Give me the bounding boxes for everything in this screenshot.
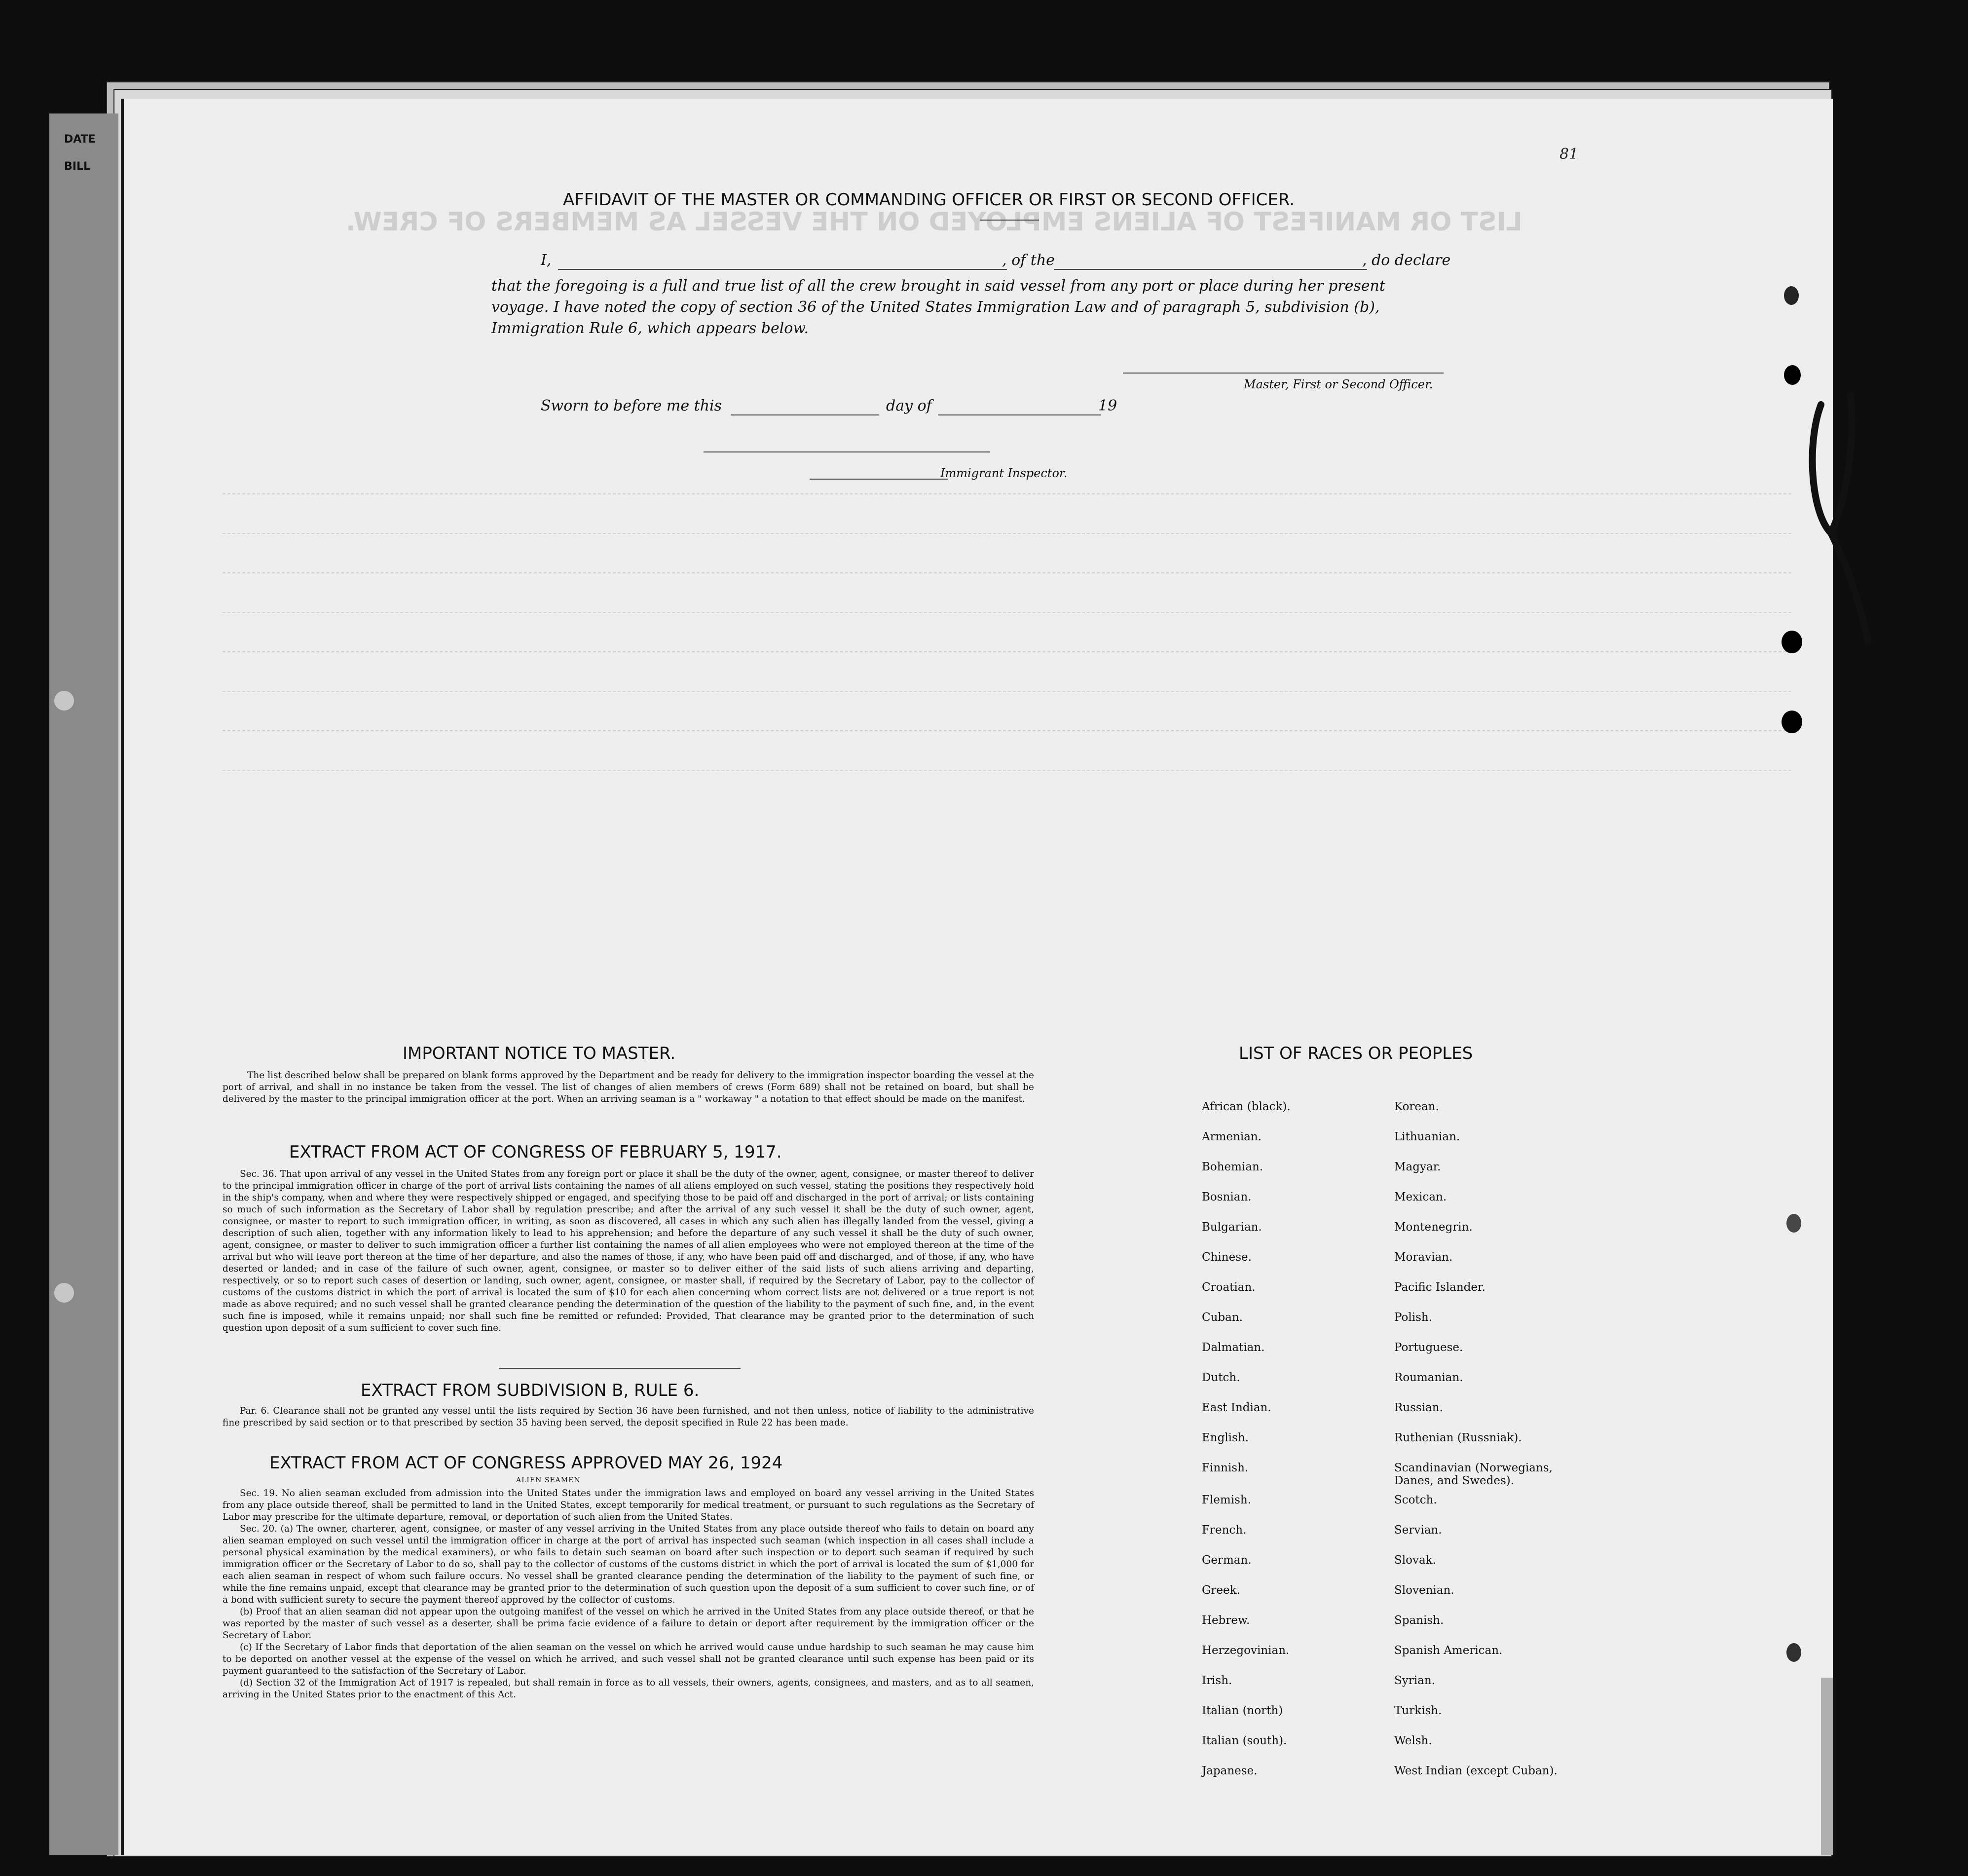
extract-1924-body bbox=[223, 1488, 1034, 1701]
race-item: Finnish. bbox=[1202, 1462, 1249, 1474]
race-item: Croatian. bbox=[1202, 1281, 1256, 1294]
race-item: English. bbox=[1202, 1431, 1249, 1444]
race-item: Flemish. bbox=[1202, 1494, 1252, 1506]
race-item: Bohemian. bbox=[1202, 1161, 1263, 1173]
notice-body: The list described below shall be prepared on blank forms approved by the Department and be ready for delivery to the immigration inspector boarding the vessel at the port of arrival, and shall in no instance be taken from the vessel. The list of changes of alien members of crews (Form 689) shall not be retained on board, but shall be delivered by the master to the principal immigration officer at the port. When an arriving seaman is a " workaway " a notation to that effect should be made on the manifest. bbox=[223, 1070, 1034, 1104]
punch-hole bbox=[1786, 1643, 1801, 1662]
sec19-text: Sec. 19. No alien seaman excluded from admission into the United States under the immigration laws and employed on board any vessel arriving in the United States from any place outside thereof, shall be permitted to land in the United States, except temporarily for medical treatment, or pursuant to such regulations as the Secretary of Labor may prescribe for the ultimate departure, removal, or deportation of such alien from the United States. bbox=[223, 1488, 1034, 1522]
name-blank bbox=[558, 269, 1007, 270]
affidavit-title-rule bbox=[980, 220, 1039, 221]
race-item: Chinese. bbox=[1202, 1251, 1252, 1264]
vessel-blank bbox=[1054, 269, 1367, 270]
race-item: Slovak. bbox=[1394, 1554, 1436, 1567]
extract-rule6-body: Par. 6. Clearance shall not be granted any vessel until the lists required by Section 36 have been furnished, and not then unless, notice of liability to the administrative fine prescribed by said section or to that prescribed by section 35 having been served, the deposit specified in Rule 22 has been made. bbox=[223, 1406, 1034, 1428]
race-item: Greek. bbox=[1202, 1584, 1240, 1597]
race-item: Bosnian. bbox=[1202, 1191, 1252, 1203]
margin-bill-label: BILL bbox=[64, 160, 90, 173]
race-item: Polish. bbox=[1394, 1311, 1433, 1324]
race-item: Lithuanian. bbox=[1394, 1130, 1460, 1143]
sec20b-text: (b) Proof that an alien seaman did not appear upon the outgoing manifest of the vessel on which he arrived in the United States from any place outside thereof, or that he was reported by the master of such vessel as a deserter, shall be prima facie evidence of a failure to detain or deport after requirement by the immigration officer or the Secretary of Labor. bbox=[223, 1607, 1034, 1641]
master-label: Master, First or Second Officer. bbox=[1244, 377, 1433, 391]
race-item: Spanish. bbox=[1394, 1614, 1444, 1627]
affidavit-line1-of: , of the bbox=[1002, 252, 1055, 269]
race-item: Pacific Islander. bbox=[1394, 1281, 1485, 1294]
race-item: Roumanian. bbox=[1394, 1371, 1463, 1384]
race-item: Syrian. bbox=[1394, 1674, 1435, 1687]
section-divider bbox=[499, 1368, 741, 1369]
race-item: Spanish American. bbox=[1394, 1644, 1503, 1657]
extract-1924-title: EXTRACT FROM ACT OF CONGRESS APPROVED MAY 26, 1924 bbox=[269, 1453, 783, 1473]
race-item: Irish. bbox=[1202, 1674, 1232, 1687]
sec20c-text: (c) If the Secretary of Labor finds that deportation of the alien seaman on the vessel on which he arrived would cause undue hardship to such seaman he may cause him to be deported on another vessel at the expense of the vessel on which he arrived, and such vessel shall not be granted clearance until such expense has been paid or its payment guaranteed to the satisfaction of the Secretary of Labor. bbox=[223, 1642, 1034, 1676]
race-item: Ruthenian (Russniak). bbox=[1394, 1431, 1522, 1444]
race-item: Servian. bbox=[1394, 1524, 1442, 1537]
race-item: Welsh. bbox=[1394, 1734, 1432, 1747]
race-item: Dutch. bbox=[1202, 1371, 1240, 1384]
race-item: Scandinavian (Norwegians, Danes, and Swedes). bbox=[1394, 1462, 1553, 1487]
bleed-through-table bbox=[223, 484, 1791, 957]
race-item: Armenian. bbox=[1202, 1130, 1262, 1143]
race-item: Turkish. bbox=[1394, 1704, 1442, 1717]
punch-hole bbox=[1782, 631, 1802, 653]
day-of-label: day of bbox=[886, 397, 932, 414]
race-item: Scotch. bbox=[1394, 1494, 1437, 1506]
race-item: Italian (south). bbox=[1202, 1734, 1287, 1747]
inspector-signature-line bbox=[704, 451, 990, 452]
race-item: French. bbox=[1202, 1524, 1247, 1537]
race-item: Italian (north) bbox=[1202, 1704, 1283, 1717]
punch-hole bbox=[1784, 365, 1801, 385]
race-item: Montenegrin. bbox=[1394, 1221, 1473, 1234]
year-prefix: 19 bbox=[1098, 397, 1117, 414]
sec20d-text: (d) Section 32 of the Immigration Act of 1917 is repealed, but shall remain in force as to all vessels, their owners, agents, consignees, and masters, and as to all seamen, arriving in the United States prior to the enactment of this Act. bbox=[223, 1678, 1034, 1700]
punch-hole bbox=[1784, 286, 1799, 305]
races-left-column bbox=[1202, 1100, 1424, 1850]
manifest-back-sheet bbox=[121, 99, 1833, 1855]
extract-rule6-title: EXTRACT FROM SUBDIVISION B, RULE 6. bbox=[361, 1381, 700, 1400]
affidavit-body: that the foregoing is a full and true list of all the crew brought in said vessel from any port or place during her present voyage. I have noted the copy of section 36 of the United States Immigration Law and of paragraph 5, subdivision (b), Immigration Rule 6, which appears below. bbox=[491, 277, 1385, 337]
race-item: West Indian (except Cuban). bbox=[1394, 1764, 1558, 1777]
extract-1917-body: Sec. 36. That upon arrival of any vessel in the United States from any foreign port or place it shall be the duty of the owner, agent, consignee, or master thereof to deliver to the principal immigration officer in charge of the port of arrival lists containing the names of all aliens employed on such vessel, stating the positions they respectively hold in the ship's company, when and where they were respectively shipped or engaged, and specifying those to be paid off and discharged in the port of arrival; or lists containing so much of such information as the Secretary of Labor shall by regulation prescribe; and after the arrival of any such vessel it shall be the duty of such owner, agent, consignee, or master to report to such immigration officer, in writing, as soon as discovered, all cases in which any such alien has illegally landed from the vessel, giving a description of such alien, together with any information likely to lead to his apprehension; and before the departure of any such vessel it shall be the duty of such owner, agent, consignee, or master to deliver to such immigration officer a further list containing the names of all alien employees who were not employed thereon at the time of the arrival but who will leave port thereon at the time of her departure, and also the names of those, if any, who have been paid off and discharged, and of those, if any, who have deserted or landed; and in case of the failure of such owner, agent, consignee, or master so to deliver either of the said lists of such aliens arriving and departing, respectively, or so to report such cases of desertion or landing, such owner, agent, consignee, or master shall, if required by the Secretary of Labor, pay to the collector of customs of the customs district in which the port of arrival is located the sum of $10 for each alien concerning whom correct lists are not delivered or a true report is not made as above required; and no such vessel shall be granted clearance pending the determination of the question of the liability to the payment of such fine, and, in the event such fine is imposed, while it remains unpaid; nor shall such fine be remitted or refunded: Provided, That clearance may be granted prior to the determination of such question upon deposit of a sum sufficient to cover such fine. bbox=[223, 1169, 1034, 1333]
race-item: East Indian. bbox=[1202, 1401, 1271, 1414]
race-item: Dalmatian. bbox=[1202, 1341, 1265, 1354]
extract-1917-title: EXTRACT FROM ACT OF CONGRESS OF FEBRUARY 5, 1917. bbox=[289, 1142, 782, 1162]
notice-title: IMPORTANT NOTICE TO MASTER. bbox=[403, 1044, 676, 1063]
affidavit-line1-end: , do declare bbox=[1362, 252, 1451, 269]
race-item: German. bbox=[1202, 1554, 1252, 1567]
race-item: Slovenian. bbox=[1394, 1584, 1454, 1597]
punch-hole bbox=[1786, 1214, 1801, 1233]
sworn-label: Sworn to before me this bbox=[541, 397, 722, 414]
inspector-signature-line-2 bbox=[810, 479, 948, 480]
affidavit-title: AFFIDAVIT OF THE MASTER OR COMMANDING OFFICER OR FIRST OR SECOND OFFICER. bbox=[563, 190, 1295, 210]
sworn-day-blank bbox=[731, 414, 879, 415]
sworn-month-blank bbox=[938, 414, 1101, 415]
race-item: Korean. bbox=[1394, 1100, 1439, 1113]
race-item: Herzegovinian. bbox=[1202, 1644, 1290, 1657]
margin-punch-hole bbox=[54, 691, 74, 711]
master-signature-line bbox=[1123, 373, 1444, 374]
race-item: Japanese. bbox=[1202, 1764, 1258, 1777]
race-item: Moravian. bbox=[1394, 1251, 1453, 1264]
margin-punch-hole bbox=[54, 1283, 74, 1303]
races-right-column bbox=[1394, 1100, 1671, 1850]
affidavit-line1-start: I, bbox=[541, 252, 552, 269]
race-item: Cuban. bbox=[1202, 1311, 1243, 1324]
sec20a-text: Sec. 20. (a) The owner, charterer, agent, consignee, or master of any vessel arriving in the United States from any place outside thereof who fails to detain on board any alien seaman employed on such vessel until the immigration officer in charge at the port of arrival has inspected such seaman (which inspection in all cases shall include a personal physical examination by the medical examiners), or who fails to detain such seaman on board after such inspection or to deport such seaman if required by such immigration officer or the Secretary of Labor to do so, shall pay to the collector of customs of the customs district in which the port of arrival is located the sum of $1,000 for each alien seaman in respect of whom such failure occurs. No vessel shall be granted clearance pending the determination of the liability to the payment of such fine, or while the fine remains unpaid, except that clearance may be granted prior to the determination of such question upon the deposit of a sum sufficient to cover such fine, or of a bond with sufficient surety to secure the payment thereof approved by the collector of customs. bbox=[223, 1524, 1034, 1605]
handwritten-mark bbox=[1801, 385, 1875, 651]
race-item: Mexican. bbox=[1394, 1191, 1447, 1203]
race-item: Hebrew. bbox=[1202, 1614, 1250, 1627]
extract-1924-subtitle: ALIEN SEAMEN bbox=[516, 1476, 581, 1484]
bleed-through-heading: LIST OR MANIFEST OF ALIENS EMPLOYED ON THE VESSEL AS MEMBERS OF CREW. bbox=[346, 207, 1522, 237]
bottom-right-shadow bbox=[1821, 1678, 1836, 1855]
punch-hole bbox=[1782, 711, 1802, 733]
margin-date-label: DATE bbox=[64, 133, 96, 146]
underlying-sheet-margin bbox=[49, 113, 118, 1855]
race-item: African (black). bbox=[1202, 1100, 1291, 1113]
race-item: Magyar. bbox=[1394, 1161, 1441, 1173]
race-item: Bulgarian. bbox=[1202, 1221, 1262, 1234]
corner-number: 81 bbox=[1560, 146, 1579, 163]
races-title: LIST OF RACES OR PEOPLES bbox=[1239, 1044, 1473, 1063]
race-item: Russian. bbox=[1394, 1401, 1443, 1414]
race-item: Portuguese. bbox=[1394, 1341, 1463, 1354]
inspector-label: Immigrant Inspector. bbox=[940, 466, 1068, 480]
